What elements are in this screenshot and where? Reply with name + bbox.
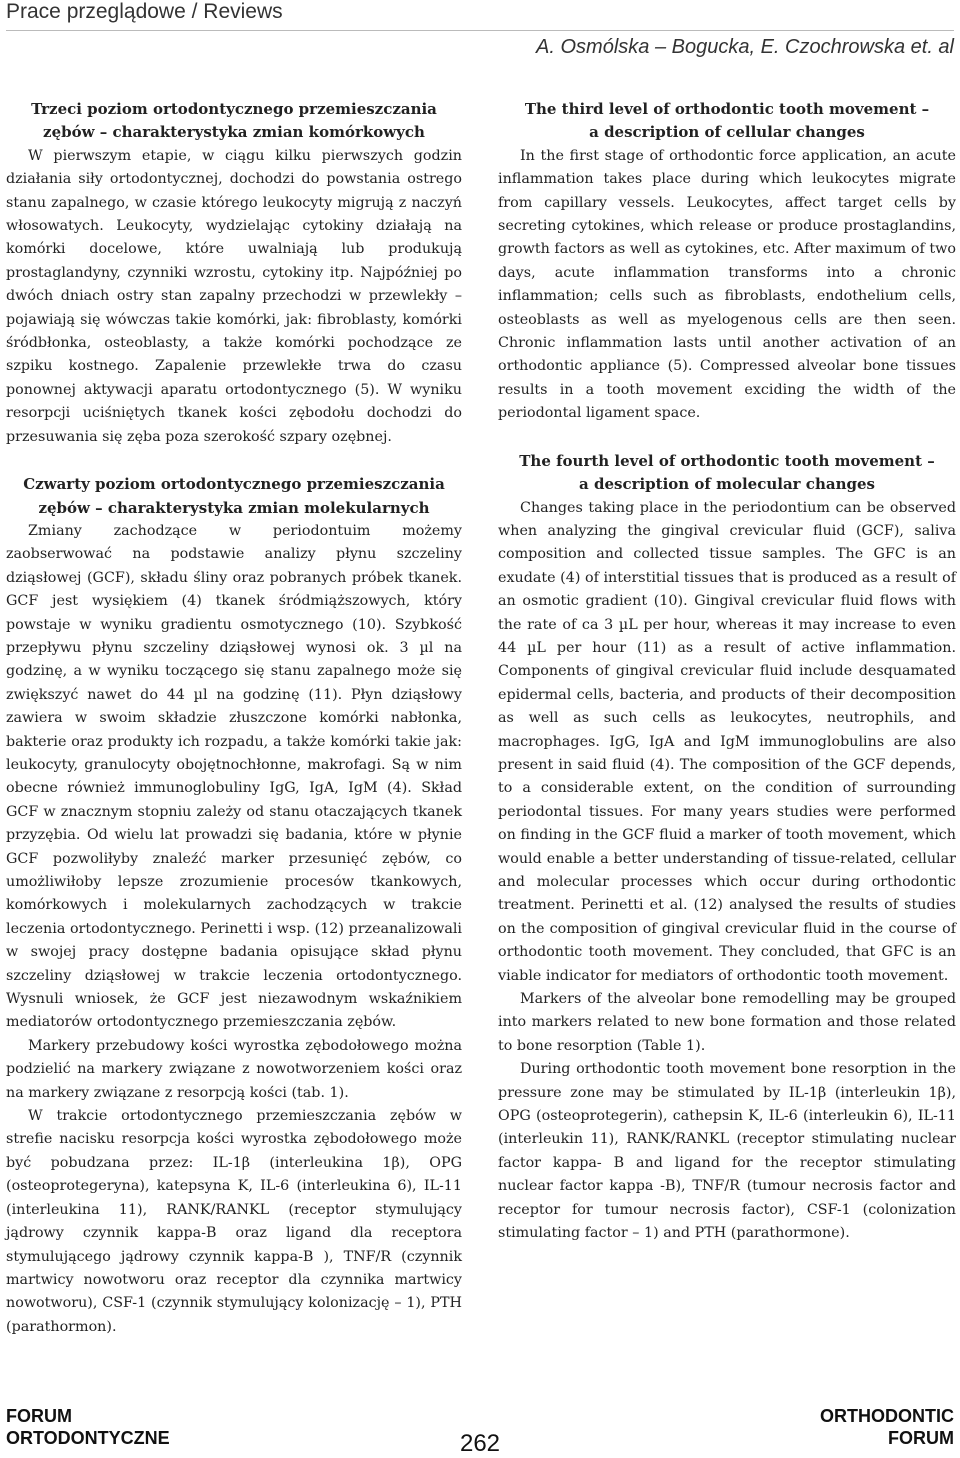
footer-right-line-2: FORUM <box>888 1428 954 1448</box>
left-column-polish <box>6 98 462 1339</box>
section-4-paragraph-1-pl: Zmiany zachodzące w periodontuim możemy zaobserwować na podstawie analizy płynu szczeliny dziąsłowej (GCF), składu śliny oraz pobranych próbek tkanek. GCF jest wysiękiem (4) tkanek śródmiąższowych, który powstaje w wyniku gradientu osmotycznego (10). Szybkość przepływu płynu szczeliny dziąsłowej wynosi ok. 3 µl na godzinę, a w wyniku toczącego się stanu zapalnego może się zwiększyć nawet do 44 µl na godzinę (11). Płyn dziąsłowy zawiera w swoim składzie złuszczone komórki nabłonka, bakterie oraz produkty ich rozpadu, a także komórki takie jak: leukocyty, granulocyty obojętnochłonne, makrofagi. Są w nim obecne również immunoglobuliny IgG, IgA, IgM (4). Skład GCF w znacznym stopniu zależy od stanu otaczających tkanek przyzębia. Od wielu lat prowadzi się badania, które w płynie GCF pozwoliłyby znaleźć marker przesunięć zębów, co umożliwiłoby lepsze zrozumienie procesów tkankowych, komórkowych i molekularnych zachodzących w trakcie leczenia ortodontycznego. Perinetti i wsp. (12) przeanalizowali w swojej pracy dostępne badania opisujące skład płynu szczeliny dziąsłowej w trakcie leczenia ortodontycznego. Wysnuli wniosek, że GCF jest niezawodnym wskaźnikiem mediatorów ortodontycznego przemieszczania zębów. <box>6 522 462 1031</box>
section-4-title-line-2-pl: zębów – charakterystyka zmian molekularnych <box>38 498 430 517</box>
section-gap <box>6 449 462 473</box>
section-4-paragraph-2-en: Markers of the alveolar bone remodelling may be grouped into markers related to new bone formation and those related to bone resorption (Table 1). <box>498 991 956 1054</box>
section-4-paragraph-3-pl: W trakcie ortodontycznego przemieszczania zębów w strefie nacisku resorpcja kości wyrostka zębodołowego może być pobudzana przez: IL-1β (interleukina 1β), OPG (osteoprotegeryna), katepsyna K, IL-6 (interleukina 6), IL-11 (interleukina 11), RANK/RANKL (receptor stymulujący jądrowy czynnik kappa-B oraz ligand dla receptora stymulującego jądrowy czynnik kappa-B ), TNF/R (czynnik martwicy nowotworu oraz receptor dla czynnika martwicy nowotworu), CSF-1 (czynnik stymulujący kolonizację – 1), PTH (parathormon). <box>6 1108 462 1335</box>
running-header-authors: A. Osmólska – Bogucka, E. Czochrowska et. al <box>536 36 954 58</box>
right-column-english <box>498 98 956 1246</box>
section-4-paragraph-3-en: During orthodontic tooth movement bone resorption in the pressure zone may be stimulated by IL-1β (interleukin 1β), OPG (osteoprotegerin), cathepsin K, IL-6 (interleukin 6), IL-11 (interleukin 11), RANK/RANKL (receptor stimulating nuclear factor kappa- B and ligand for the receptor stimulating nuclear factor kappa -B), TNF/R (tumour necrosis factor and receptor for tumour necrosis factor), CSF-1 (colonization stimulating factor – 1) and PTH (parathormone). <box>498 1061 956 1242</box>
header-rule <box>6 30 954 31</box>
section-3-title-line-2-pl: zębów – charakterystyka zmian komórkowych <box>43 123 425 142</box>
footer-journal-name-en <box>820 1405 954 1449</box>
section-4-paragraph-1-en: Changes taking place in the periodontium can be observed when analyzing the gingival crevicular fluid (GCF), saliva composition and collected tissue samples. The GFC is an exudate (4) of interstitial tissues that is produced as a result of an osmotic gradient (10). Gingival crevicular fluid flows with the rate of ca 3 µL per hour, whereas it may increase to even 44 µL per hour (11) as a result of active inflammation. Components of gingival crevicular fluid include desquamated epidermal cells, bacteria, and products of their decomposition as well as such cells as leukocytes, neutrophils, and macrophages. IgG, IgA and IgM immunoglobulins are also present in said fluid (4). The composition of the GCF depends, to a considerable extent, on the condition of surrounding periodontal tissues. For many years studies were performed on finding in the GCF fluid a marker of tooth movement, which would enable a better understanding of tissue-related, cellular and molecular processes which occur during orthodontic treatment. Perinetti et al. (12) analysed the results of studies on the composition of gingival crevicular fluid in the course of orthodontic tooth movement. They concluded, that GFC is an viable indicator for mediators of orthodontic tooth movement. <box>498 499 956 984</box>
section-gap <box>498 426 956 450</box>
section-4-title-line-2-en: a description of molecular changes <box>579 475 875 494</box>
footer-right-line-1: ORTHODONTIC <box>820 1406 954 1426</box>
section-4-title-line-1-pl: Czwarty poziom ortodontycznego przemieszczania <box>23 475 445 494</box>
footer-left-line-2: ORTODONTYCZNE <box>6 1428 170 1448</box>
section-4-paragraph-2-pl: Markery przebudowy kości wyrostka zębodołowego można podzielić na markery związane z nowotworzeniem kości oraz na markery związane z resorpcją kości (tab. 1). <box>6 1037 462 1101</box>
section-3-paragraph-en: In the first stage of orthodontic force application, an acute inflammation takes place during which leukocytes migrate from capillary vessels. Leukocytes, affect target cells by secreting cytokines, which release or produce prostaglandins, growth factors as well as cytokines, etc. After maximum of two days, acute inflammation transforms into a chronic inflammation; cells such as fibroblasts, endothelium cells, osteoblasts as well as myelogenous cells are then seen. Chronic inflammation lasts until another activation of an orthodontic appliance (5). Compressed alveolar bone tissues results in a tooth movement exciding the width of the periodontal ligament space. <box>498 147 956 422</box>
section-3-title-line-1-pl: Trzeci poziom ortodontycznego przemieszczania <box>31 100 437 118</box>
section-3-title-line-1-en: The third level of orthodontic tooth movement – <box>524 100 930 118</box>
section-3-paragraph-pl: W pierwszym etapie, w ciągu kilku pierwszych godzin działania siły ortodontycznej, dochodzi do powstania ostrego stanu zapalnego, w czasie którego leukocyty migrują z naczyń włosowatych. Leukocyty, wydzielając cytokiny działają na komórki docelowe, które uwalniają lub produkują prostaglandyny, czynniki wzrostu, cytokiny itp. Najpóźniej po dwóch dniach ostry stan zapalny przechodzi w przewlekły – pojawiają się wówczas takie komórki, jak: fibroblasty, komórki śródbłonka, osteoblasty, a także komórki pochodzące ze szpiku kostnego. Zapalenie przewlekłe trwa do czasu ponownej aktywacji aparatu ortodontycznego (5). W wyniku resorpcji uciśniętych tkanek kości zębodołu dochodzi do przesuwania się zęba poza szerokość szpary ozębnej. <box>6 147 462 445</box>
page-number: 262 <box>459 1430 501 1457</box>
running-header-section: Prace przeglądowe / Reviews <box>6 0 283 23</box>
footer-left-line-1: FORUM <box>6 1406 72 1426</box>
section-4-title-line-1-en: The fourth level of orthodontic tooth movement – <box>519 451 935 470</box>
section-3-title-line-2-en: a description of cellular changes <box>589 123 865 142</box>
